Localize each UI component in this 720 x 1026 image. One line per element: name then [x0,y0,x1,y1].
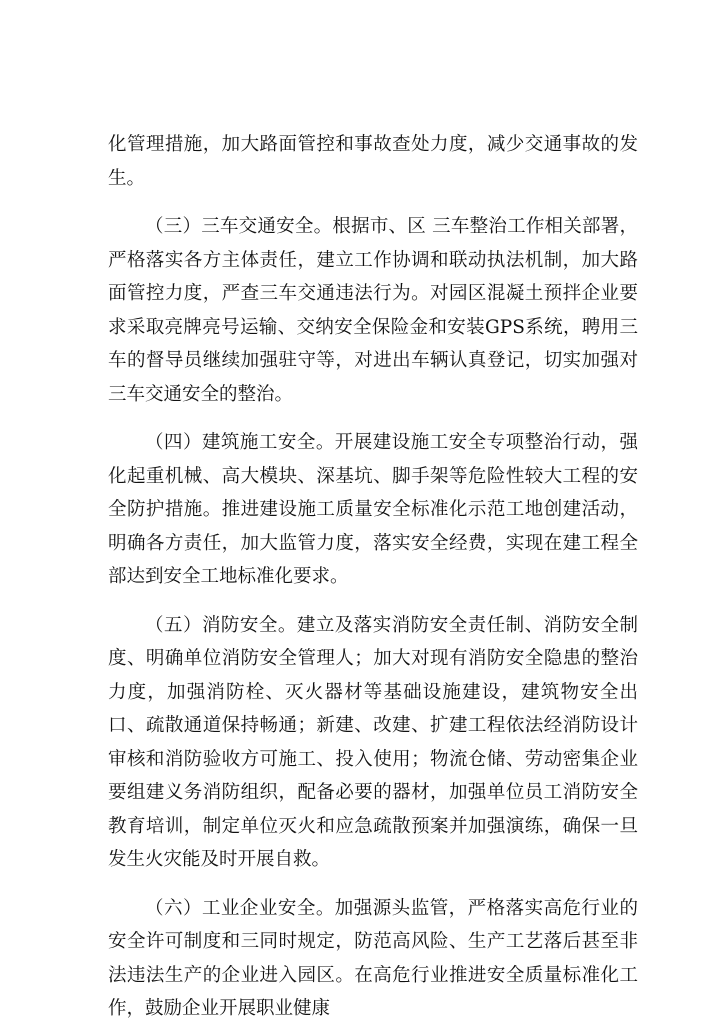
paragraph-construction-safety: （四）建筑施工安全。开展建设施工安全专项整治行动，强化起重机械、高大模块、深基坑、脚手架等危险性较大工程的安全防护措施。推进建设施工质量安全标准化示范工地创建活动，明确各方责任，加大监管力度，落实安全经费，实现在建工程全部达到安全工地标准化要求。 [108,432,638,587]
paragraph-industrial-safety: （六）工业企业安全。加强源头监管，严格落实高危行业的安全许可制度和三同时规定，防范高风险、生产工艺落后甚至非法违法生产的企业进入园区。在高危行业推进安全质量标准化工作，鼓励企业开展职业健康 [108,897,638,1019]
paragraph-fire-safety: （五）消防安全。建立及落实消防安全责任制、消防安全制度、明确单位消防安全管理人；加大对现有消防安全隐患的整治力度，加强消防栓、灭火器材等基础设施建设，建筑物安全出口、疏散通道保持畅通；新建、改建、扩建工程依法经消防设计审核和消防验收方可施工、投入使用；物流仓储、劳动密集企业要组建义务消防组织，配备必要的器材，加强单位员工消防安全教育培训，制定单位灭火和应急疏散预案并加强演练，确保一旦发生火灾能及时开展自救。 [108,614,638,870]
document-body [108,128,638,1026]
paragraph-continuation: 化管理措施，加大路面管控和事故查处力度，减少交通事故的发生。 [108,134,638,189]
paragraph-three-vehicle-safety: （三）三车交通安全。根据市、区 三车整治工作相关部署，严格落实各方主体责任，建立工作协调和联动执法机制，加大路面管控力度，严查三车交通违法行为。对园区混凝土预拌企业要求采取亮牌亮号运输、交纳安全保险金和安装GPS系统，聘用三车的督导员继续加强驻守等，对进出车辆认真登记，切实加强对三车交通安全的整治。 [108,216,638,405]
